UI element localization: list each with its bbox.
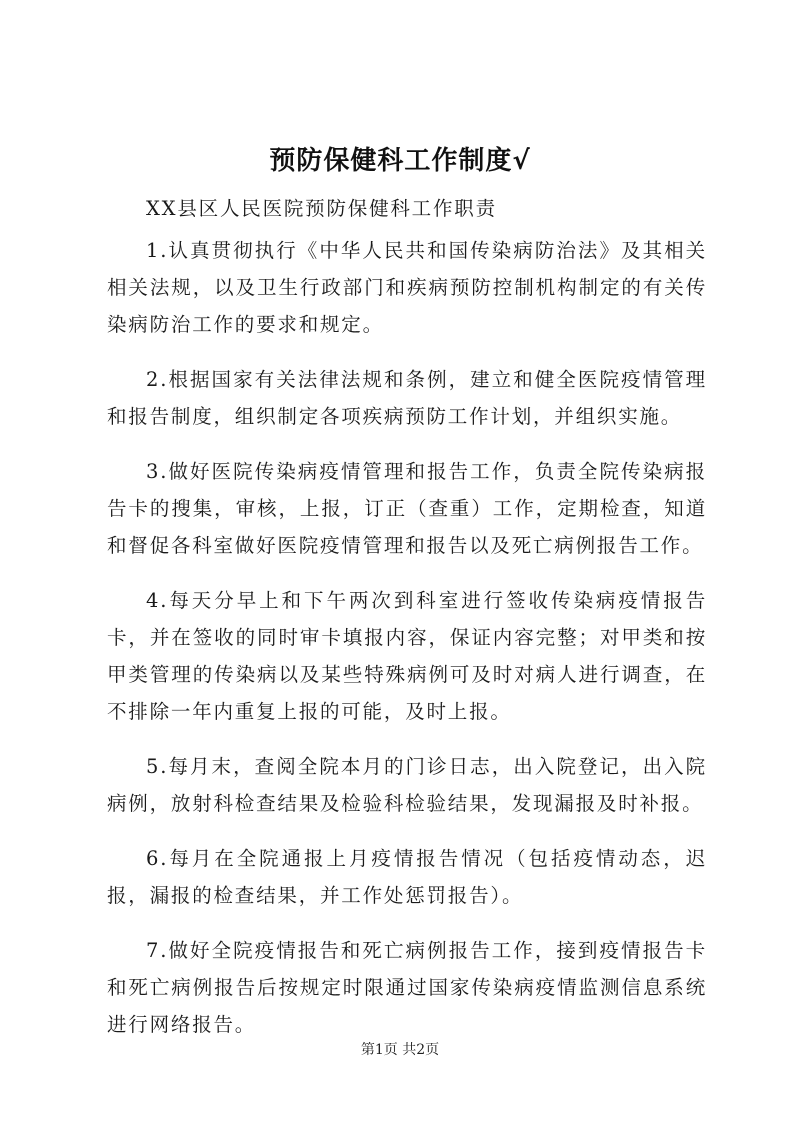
document-title: 预防保健科工作制度√ (269, 146, 531, 176)
document-subtitle: XX县区人民医院预防保健科工作职责 (146, 197, 497, 220)
paragraph-3: 3.做好医院传染病疫情管理和报告工作，负责全院传染病报告卡的搜集，审核，上报，订正（查重）工作，定期检查，知道和督促各科室做好医院疫情管理和报告以及死亡病例报告工作。 (107, 460, 707, 557)
paragraph-7: 7.做好全院疫情报告和死亡病例报告工作，接到疫情报告卡和死亡病例报告后按规定时限通过国家传染病疫情监测信息系统进行网络报告。 (107, 939, 707, 1036)
page-number-footer: 第1页 共2页 (360, 1042, 440, 1058)
paragraph-1: 1.认真贯彻执行《中华人民共和国传染病防治法》及其相关相关法规，以及卫生行政部门和疾病预防控制机构制定的有关传染病防治工作的要求和规定。 (107, 239, 707, 336)
paragraph-6: 6.每月在全院通报上月疫情报告情况（包括疫情动态，迟报，漏报的检查结果，并工作处惩罚报告）。 (107, 847, 707, 907)
paragraph-2: 2.根据国家有关法律法规和条例，建立和健全医院疫情管理和报告制度，组织制定各项疾病预防工作计划，并组织实施。 (107, 368, 707, 428)
document-body (107, 190, 707, 1061)
paragraph-5: 5.每月末，查阅全院本月的门诊日志，出入院登记，出入院病例，放射科检查结果及检验科检验结果，发现漏报及时补报。 (107, 755, 707, 815)
paragraph-4: 4.每天分早上和下午两次到科室进行签收传染病疫情报告卡，并在签收的同时审卡填报内容，保证内容完整；对甲类和按甲类管理的传染病以及某些特殊病例可及时对病人进行调查，在不排除一年内重复上报的可能，及时上报。 (107, 589, 707, 723)
